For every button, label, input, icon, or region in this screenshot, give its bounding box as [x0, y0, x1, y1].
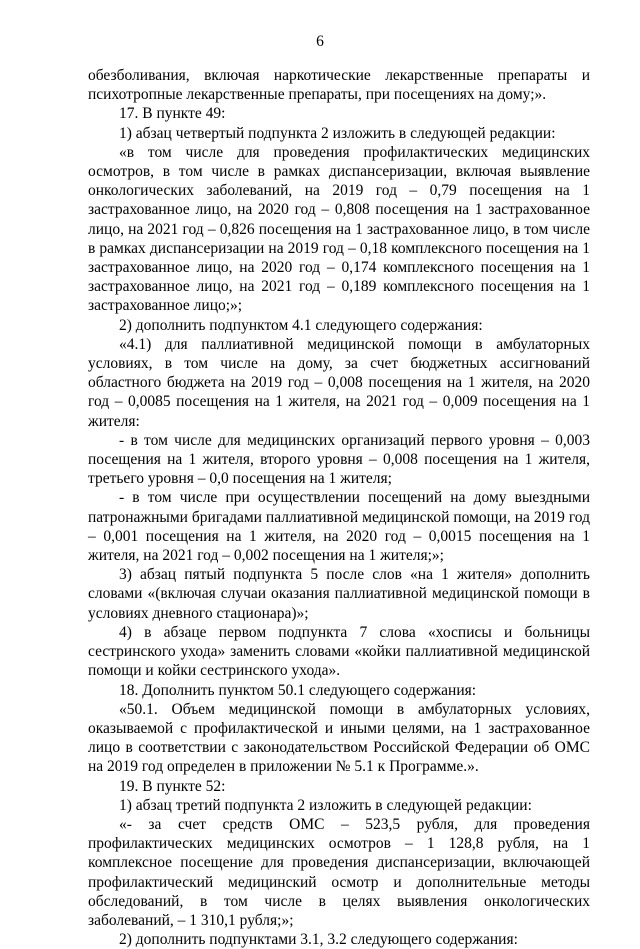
paragraph: «- за счет средств ОМС – 523,5 рубля, для проведения профилактических медицинских осмотров – 1 128,8 рубля, на 1 комплексное посещение для проведения диспансеризации, включающей профилактический медицинский осмотр и дополнительные методы обследований, в том числе в целях выявления онкологических заболеваний, – 1 310,1 рубля;»;	[88, 815, 590, 929]
paragraph: «4.1) для паллиативной медицинской помощи в амбулаторных условиях, в том числе на дому, за счет бюджетных ассигнований областного бюджета на 2019 год – 0,008 посещения на 1 жителя, на 2020 год – 0,0085 посещения на 1 жителя, на 2021 год – 0,009 посещения на 1 жителя:	[88, 335, 590, 430]
paragraph: обезболивания, включая наркотические лекарственные препараты и психотропные лекарственные препараты, при посещениях на дому;».	[88, 67, 590, 104]
paragraph: 2) дополнить подпунктом 4.1 следующего содержания:	[119, 316, 483, 334]
paragraph: «в том числе для проведения профилактических медицинских осмотров, в том числе в рамках диспансеризации, включая выявление онкологических заболеваний, на 2019 год – 0,79 посещения на 1 застрахованное лицо, на 2020 год – 0,808 посещения на 1 застрахованное лицо, на 2021 год – 0,826 посещения на 1 застрахованное лицо, в том числе в рамках диспансеризации на 2019 год – 0,18 комплексного посещения на 1 застрахованное лицо, на 2020 год – 0,174 комплексного посещения на 1 застрахованное лицо, на 2021 год – 0,189 комплексного посещения на 1 застрахованное лицо;»;	[88, 143, 590, 315]
paragraph: 17. В пункте 49:	[119, 105, 226, 123]
paragraph: 4) в абзаце первом подпункта 7 слова «хосписы и больницы сестринского ухода» заменить словами «койки паллиативной медицинской помощи и койки сестринского ухода».	[88, 623, 590, 680]
page-number: 6	[316, 33, 324, 50]
paragraph: «50.1. Объем медицинской помощи в амбулаторных условиях, оказываемой с профилактической и иными целями, на 1 застрахованное лицо в соответствии с законодательством Российской Федерации об ОМС на 2019 год определен в приложении № 5.1 к Программе.».	[88, 700, 590, 776]
paragraph: - в том числе для медицинских организаций первого уровня – 0,003 посещения на 1 жителя, второго уровня – 0,008 посещения на 1 жителя, третьего уровня – 0,0 посещения на 1 жителя;	[88, 431, 590, 488]
paragraph: 1) абзац четвертый подпункта 2 изложить в следующей редакции:	[119, 124, 556, 142]
paragraph: 2) дополнить подпунктами 3.1, 3.2 следующего содержания:	[119, 931, 518, 949]
paragraph: - в том числе при осуществлении посещений на дому выездными патронажными бригадами паллиативной медицинской помощи, на 2019 год – 0,001 посещения на 1 жителя, на 2020 год – 0,0015 посещения на 1 жителя, на 2021 год – 0,002 посещения на 1 жителя;»;	[88, 489, 590, 565]
document-body	[88, 66, 590, 949]
paragraph: 3) абзац пятый подпункта 5 после слов «на 1 жителя» дополнить словами «(включая случаи оказания паллиативной медицинской помощи в условиях дневного стационара)»;	[88, 566, 590, 622]
paragraph: 19. В пункте 52:	[119, 777, 226, 795]
paragraph: 1) абзац третий подпункта 2 изложить в следующей редакции:	[119, 796, 532, 814]
paragraph: 18. Дополнить пунктом 50.1 следующего содержания:	[119, 681, 477, 699]
